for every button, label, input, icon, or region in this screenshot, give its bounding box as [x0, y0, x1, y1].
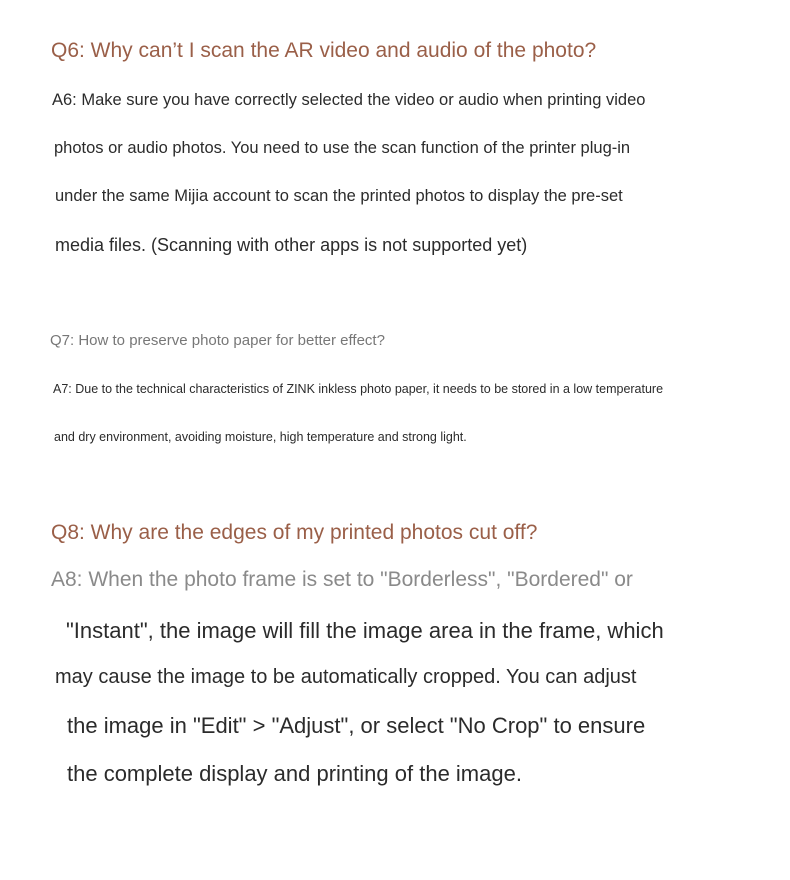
answer-q8-line-1: A8: When the photo frame is set to "Borderless", "Bordered" or [51, 568, 633, 591]
question-q6: Q6: Why can’t I scan the AR video and audio of the photo? [51, 39, 597, 62]
question-q7: Q7: How to preserve photo paper for better effect? [50, 332, 385, 349]
question-q8: Q8: Why are the edges of my printed photos cut off? [51, 521, 538, 544]
answer-q7-line-1: A7: Due to the technical characteristics of ZINK inkless photo paper, it needs to be stored in a low temperature [53, 382, 664, 396]
answer-q6-line-4: media files. (Scanning with other apps is not supported yet) [55, 235, 528, 255]
answer-q8-line-2: "Instant", the image will fill the image area in the frame, which [66, 618, 664, 643]
answer-q8-line-3: may cause the image to be automatically cropped. You can adjust [55, 666, 637, 688]
answer-q7-line-2: and dry environment, avoiding moisture, high temperature and strong light. [54, 430, 467, 444]
answer-q8-line-5: the complete display and printing of the image. [67, 761, 522, 786]
answer-q6-line-3: under the same Mijia account to scan the printed photos to display the pre-set [55, 187, 623, 205]
answer-q8-line-4: the image in "Edit" > "Adjust", or select "No Crop" to ensure [67, 713, 646, 738]
answer-q6-line-1: A6: Make sure you have correctly selected the video or audio when printing video [52, 91, 646, 109]
answer-q6-line-2: photos or audio photos. You need to use the scan function of the printer plug-in [54, 139, 631, 157]
